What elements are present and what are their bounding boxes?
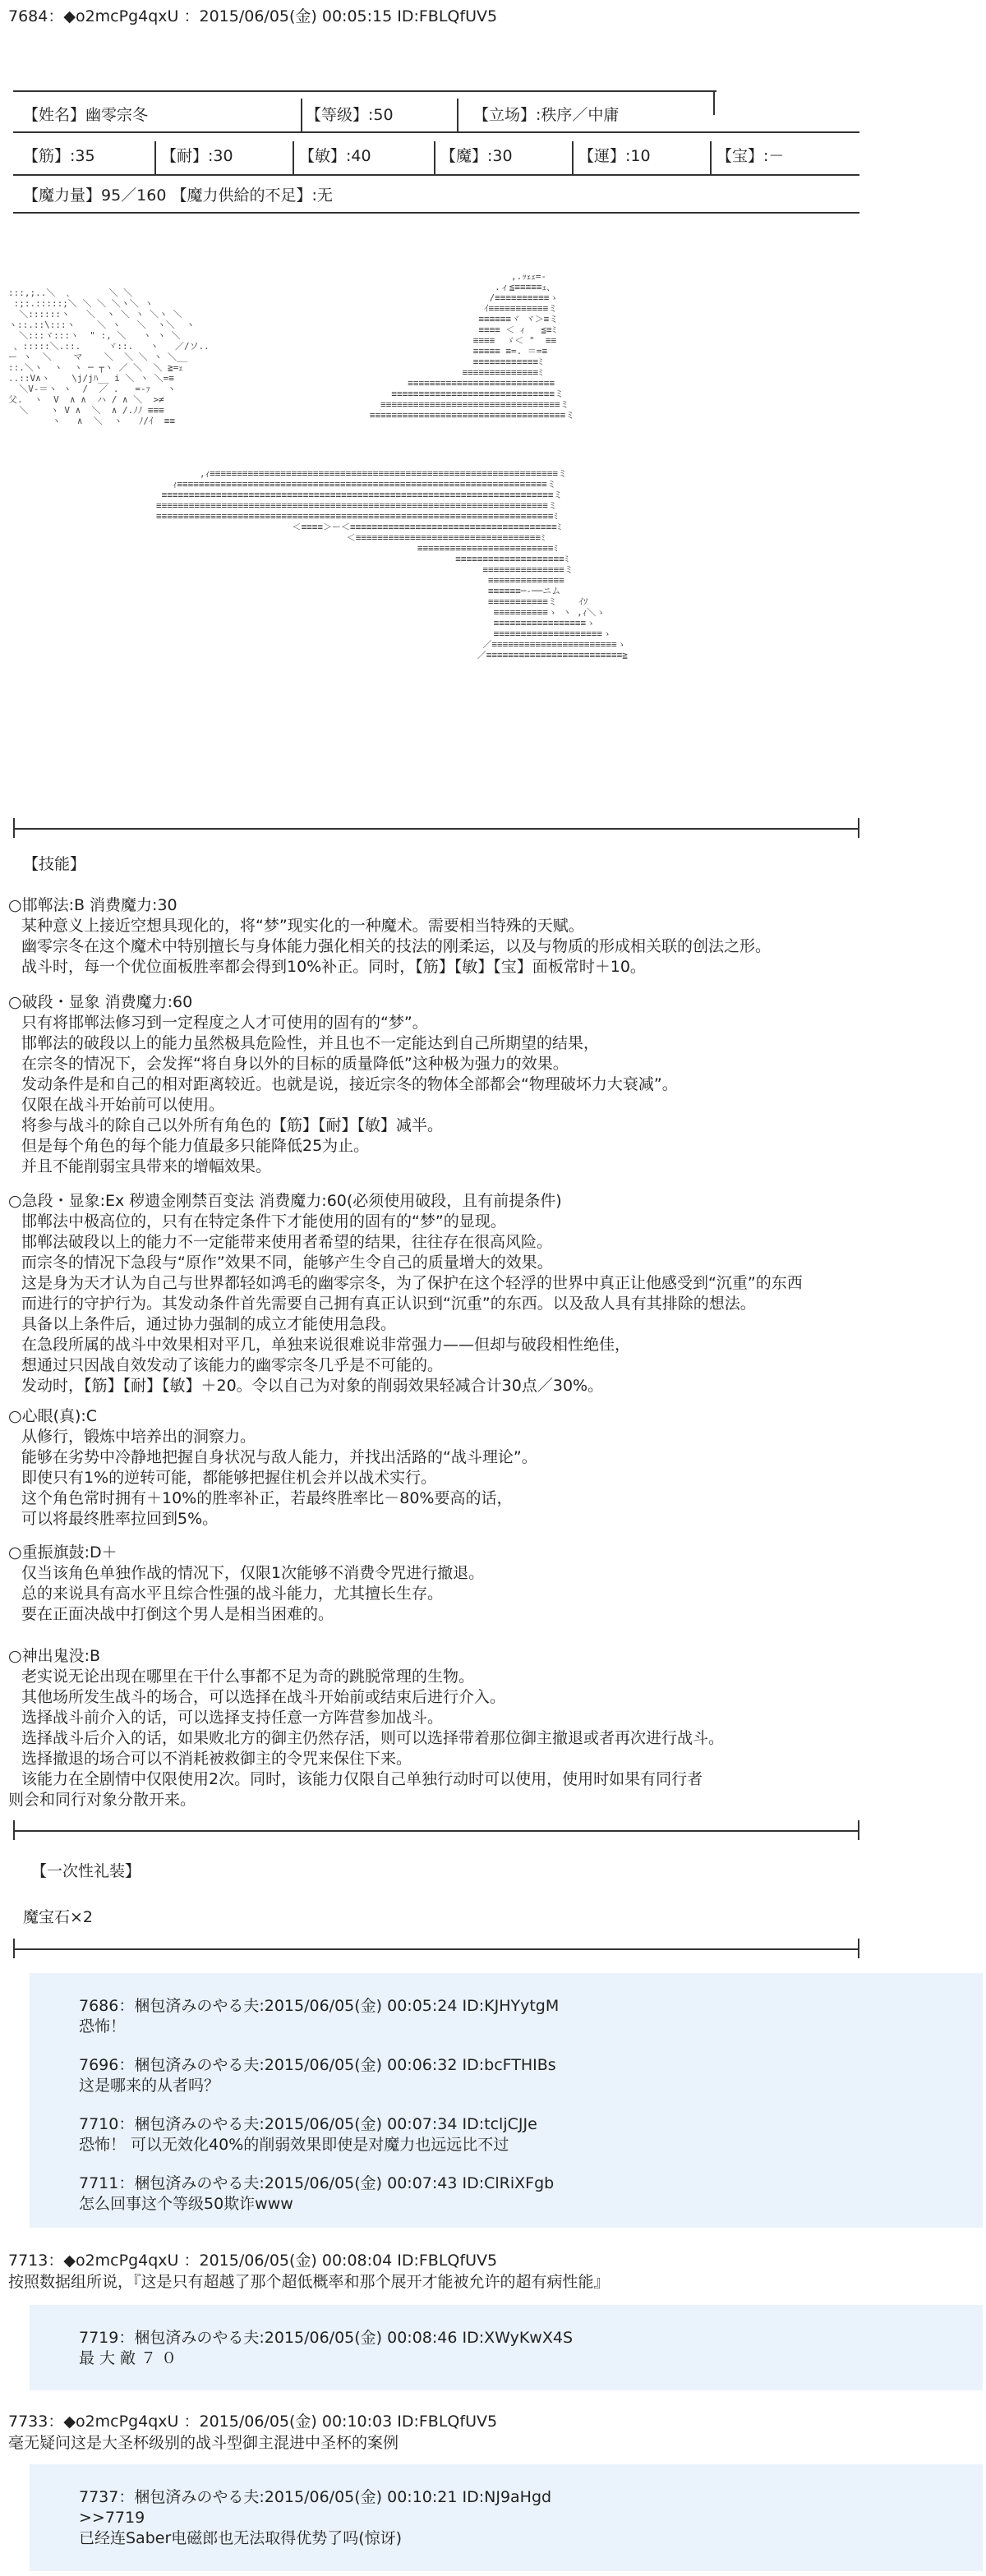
skill-text: 邯郸法的破段以上的能力虽然极具危险性，并且也不一定能达到自己所期望的结果， bbox=[21, 1034, 600, 1052]
skill-text: 总的来说具有高水平且综合性强的战斗能力，尤其擅长生存。 bbox=[21, 1585, 444, 1603]
reply-header: 7737：梱包済みのやる夫:2015/06/05(金) 00:10:21 ID:NJ9aHgd bbox=[79, 2488, 552, 2506]
stats-divider bbox=[13, 90, 716, 92]
skill-text: 发动条件是和自己的相对距离较近。也就是说，接近宗冬的物体全部都会“物理破坏力大衰减”。 bbox=[21, 1075, 678, 1093]
skill-text: 但是每个角色的每个能力值最多只能降低25为止。 bbox=[21, 1137, 370, 1155]
reply bbox=[79, 2114, 537, 2155]
skill-text: 具备以上条件后，通过协力强制的成立才能使用急段。 bbox=[21, 1315, 397, 1333]
stat-str: 【筋】:35 bbox=[23, 147, 95, 165]
skill-title: ○心眼(真):C bbox=[8, 1407, 98, 1425]
skill-text: 仅当该角色单独作战的情况下，仅限1次能够不消费令咒进行撤退。 bbox=[21, 1564, 485, 1582]
equipment-divider bbox=[858, 1939, 859, 1958]
reply-header: 7696：梱包済みのやる夫:2015/06/05(金) 00:06:32 ID:bcFTHIBs bbox=[79, 2056, 556, 2074]
stat-np: 【宝】:－ bbox=[716, 147, 785, 165]
skill-title: ○神出鬼没:B bbox=[8, 1647, 101, 1665]
reply bbox=[79, 1996, 559, 2037]
stats-divider bbox=[434, 141, 435, 174]
reply-text: 怎么回事这个等级50欺诈www bbox=[79, 2195, 293, 2213]
reply-header: 7719：梱包済みのやる夫:2015/06/05(金) 00:08:46 ID:XWyKwX4S bbox=[79, 2329, 574, 2347]
skill-text: 选择战斗前介入的话，可以选择支持任意一方阵营参加战斗。 bbox=[21, 1709, 444, 1727]
stats-divider bbox=[154, 141, 156, 174]
skill-text: 这个角色常时拥有＋10%的胜率补正，若最终胜率比－80%要高的话， bbox=[21, 1489, 513, 1507]
equipment-title: 【一次性礼装】 bbox=[31, 1862, 141, 1880]
reply bbox=[79, 2174, 554, 2215]
stat-luck: 【運】:10 bbox=[578, 147, 651, 165]
skill-text: 发动时，【筋】【耐】【敏】＋20。令以自己为对象的削弱效果轻减合计30点／30%。 bbox=[21, 1377, 604, 1395]
stats-divider bbox=[713, 90, 715, 115]
reply-text: 最 大 敵 ７ ０ bbox=[79, 2349, 177, 2367]
skill-title: ○邯郸法:B 消费魔力:30 bbox=[8, 896, 177, 914]
skill-text: 该能力在全剧情中仅限使用2次。同时，该能力仅限自己单独行动时可以使用，使用时如果有同行者 bbox=[21, 1770, 703, 1788]
skill-text: 在急段所属的战斗中效果相对平几，单独来说很难说非常强力——但却与破段相性绝佳， bbox=[21, 1336, 631, 1354]
skill-text: 想通过只因战自效发动了该能力的幽零宗冬几乎是不可能的。 bbox=[21, 1356, 444, 1374]
stat-agi: 【敏】:40 bbox=[299, 147, 371, 165]
equipment-divider bbox=[13, 1820, 15, 1840]
reply bbox=[79, 2055, 556, 2096]
equipment-divider bbox=[13, 1830, 859, 1832]
skill-text: 这是身为天才认为自己与世界都轻如鸿毛的幽零宗冬，为了保护在这个轻浮的世界中真正让他感受到“沉重”的东西 bbox=[21, 1274, 803, 1292]
ascii-art-right: ,.ｯｪｪ=- .ィ≦≡≡≡≡≡ｪ、 /≡≡≡≡≡≡≡≡≡≡ゝ ｲ≡≡≡≡≡≡≡≡≡≡≡ミ ≡≡≡≡≡≡ヾ ヾ＞≡ミ ≡≡≡≡ ＜ ｨ ≦≡ﾐ ≡≡≡≡ ゞ＜ " ≡≡ ≡≡≡≡≡ ≡=. ＝=≡ ≡≡≡≡≡≡≡≡≡≡≡≡ﾐ ≡≡≡≡≡≡≡≡≡≡≡≡≡≡ﾐ ≡≡≡≡≡≡≡≡≡≡≡≡≡≡≡≡≡≡≡≡≡≡≡≡≡≡≡ ≡≡≡≡≡≡≡≡≡≡≡≡≡≡≡≡≡≡≡≡≡≡≡≡≡≡≡≡≡≡ミ ≡≡≡≡≡≡≡≡≡≡≡≡≡≡≡≡≡≡≡≡≡≡≡≡≡≡≡≡≡≡≡≡≡ミ ≡≡≡≡≡≡≡≡≡≡≡≡≡≡≡≡≡≡≡≡≡≡≡≡≡≡≡≡≡≡≡≡≡≡≡≡ミ bbox=[369, 271, 575, 421]
stat-alignment: 【立场】:秩序／中庸 bbox=[473, 106, 620, 124]
reply-quote: >>7719 bbox=[79, 2509, 145, 2527]
skill-block bbox=[8, 992, 678, 1177]
skill-text: 在宗冬的情况下，会发挥“将自身以外的目标的质量降低”这种极为强力的效果。 bbox=[21, 1055, 569, 1073]
stat-mag: 【魔】:30 bbox=[440, 147, 513, 165]
skill-text: 战斗时，每一个优位面板胜率都会得到10%补正。同时，【筋】【敏】【宝】面板常时＋10。 bbox=[21, 958, 646, 976]
skill-text: 即使只有1%的逆转可能，都能够把握住机会并以战术实行。 bbox=[21, 1469, 437, 1487]
skill-text: 将参与战斗的除自己以外所有角色的【筋】【耐】【敏】减半。 bbox=[21, 1116, 444, 1134]
reply-header: 7710：梱包済みのやる夫:2015/06/05(金) 00:07:34 ID:tcljCJJe bbox=[79, 2115, 537, 2133]
stats-divider bbox=[301, 99, 302, 133]
reply bbox=[79, 2328, 573, 2369]
skill-title: ○急段・显象:Ex 秽遗金刚禁百变法 消费魔力:60(必须使用破段，且有前提条件) bbox=[8, 1192, 562, 1210]
stat-name: 【姓名】幽零宗冬 bbox=[23, 106, 149, 124]
reply-header: 7711：梱包済みのやる夫:2015/06/05(金) 00:07:43 ID:ClRiXFgb bbox=[79, 2174, 555, 2192]
skill-title: ○重振旗鼓:D＋ bbox=[8, 1543, 117, 1562]
reply-text: 恐怖！ 可以无效化40%的削弱效果即使是对魔力也远远比不过 bbox=[79, 2136, 509, 2154]
reply-text: 这是哪来的从者吗？ bbox=[79, 2077, 220, 2095]
post-text: 按照数据组所说，『这是只有超越了那个超低概率和那个展开才能被允许的超有病性能』 bbox=[8, 2273, 610, 2291]
skills-divider bbox=[13, 818, 15, 838]
equipment-divider bbox=[858, 1820, 859, 1840]
skill-text: 而宗冬的情况下急段与“原作”效果不同，能够产生令自己的质量增大的效果。 bbox=[21, 1254, 553, 1272]
skill-text: 从修行，锻炼中培养出的洞察力。 bbox=[21, 1428, 256, 1446]
stats-divider bbox=[13, 131, 859, 133]
post-header: 7684：◆o2mcPg4qxU ：2015/06/05(金) 00:05:15 ID:FBLQfUV5 bbox=[8, 7, 498, 25]
stat-mana: 【魔力量】95／160 【魔力供給的不足】:无 bbox=[23, 186, 333, 205]
equipment-divider bbox=[13, 1948, 859, 1950]
reply-text: 恐怖！ bbox=[79, 2017, 127, 2036]
stats-divider bbox=[572, 141, 574, 174]
skill-text: 只有将邯郸法修习到一定程度之人才可使用的固有的“梦”。 bbox=[21, 1014, 428, 1032]
reply bbox=[79, 2487, 551, 2549]
skill-text: 能够在劣势中冷静地把握自身状况与敌人能力，并找出活路的“战斗理论”。 bbox=[21, 1448, 537, 1466]
skill-block bbox=[8, 1646, 724, 1810]
reply-header: 7686：梱包済みのやる夫:2015/06/05(金) 00:05:24 ID:KJHYytgM bbox=[79, 1997, 560, 2015]
post-text: 毫无疑问这是大圣杯级别的战斗型御主混进中圣杯的案例 bbox=[8, 2434, 399, 2452]
equipment-item: 魔宝石×2 bbox=[23, 1908, 94, 1926]
stats-divider bbox=[710, 141, 712, 174]
skill-text: 邯郸法破段以上的能力不一定能带来使用者希望的结果，往往存在很高风险。 bbox=[21, 1233, 553, 1251]
skill-text: 某种意义上接近空想具现化的，将“梦”现实化的一种魔术。需要相当特殊的天赋。 bbox=[21, 917, 584, 935]
ascii-art-bottom: ,ｨ≡≡≡≡≡≡≡≡≡≡≡≡≡≡≡≡≡≡≡≡≡≡≡≡≡≡≡≡≡≡≡≡≡≡≡≡≡≡≡≡≡≡≡≡≡≡≡≡≡≡≡≡≡≡≡≡≡≡≡≡≡≡≡≡ミ ｨ≡≡≡≡≡≡≡≡≡≡≡≡≡≡≡≡≡≡≡≡≡≡≡≡≡≡≡≡≡≡≡≡≡≡≡≡≡≡≡≡≡≡≡≡≡≡≡≡≡≡≡≡≡≡≡≡≡≡≡≡≡≡≡≡≡≡≡≡ミ ≡≡≡≡≡≡≡≡≡≡≡≡≡≡≡≡≡≡≡≡≡≡≡≡≡≡≡≡≡≡≡≡≡≡≡≡≡≡≡≡≡≡≡≡≡≡≡≡≡≡≡≡≡≡≡≡≡≡≡≡≡≡≡≡≡≡≡≡≡≡≡≡ミ ≡≡≡≡≡≡≡≡≡≡≡≡≡≡≡≡≡≡≡≡≡≡≡≡≡≡≡≡≡≡≡≡≡≡≡≡≡≡≡≡≡≡≡≡≡≡≡≡≡≡≡≡≡≡≡≡≡≡≡≡≡≡≡≡≡≡≡≡≡≡≡≡ミ ≡≡≡≡≡≡≡≡≡≡≡≡≡≡≡≡≡≡≡≡≡≡≡≡≡≡≡≡≡≡≡≡≡≡≡≡≡≡≡≡≡≡≡≡≡≡≡≡≡≡≡≡≡≡≡≡≡≡≡≡≡≡≡≡≡≡≡≡≡≡≡≡≡ﾐ ＜≡≡≡≡＞ー＜≡≡≡≡≡≡≡≡≡≡≡≡≡≡≡≡≡≡≡≡≡≡≡≡≡≡≡≡≡≡≡≡≡≡≡≡≡≡ﾐ ＜≡≡≡≡≡≡≡≡≡≡≡≡≡≡≡≡≡≡≡≡≡≡≡≡≡≡≡≡≡≡≡≡≡≡ﾐ ≡≡≡≡≡≡≡≡≡≡≡≡≡≡≡≡≡≡≡≡≡≡≡≡≡ﾐ ≡≡≡≡≡≡≡≡≡≡≡≡≡≡≡≡≡≡≡≡ﾐ ≡≡≡≡≡≡≡≡≡≡≡≡≡≡≡ミ ≡≡≡≡≡≡≡≡≡≡≡≡≡≡ ≡≡≡≡≡≡─‐──ニム ≡≡≡≡≡≡≡≡≡≡≡ミ ｲｿ ≡≡≡≡≡≡≡≡≡≡ゝ ヽ ,ｨ＼ゝ ≡≡≡≡≡≡≡≡≡≡≡≡≡≡≡≡≡ゝ ≡≡≡≡≡≡≡≡≡≡≡≡≡≡≡≡≡≡≡≡ゝ ／≡≡≡≡≡≡≡≡≡≡≡≡≡≡≡≡≡≡≡≡≡≡≡ゝ ／≡≡≡≡≡≡≡≡≡≡≡≡≡≡≡≡≡≡≡≡≡≡≡≡≡≧ bbox=[156, 468, 628, 660]
skill-title: ○破段・显象 消费魔力:60 bbox=[8, 993, 193, 1011]
stat-end: 【耐】:30 bbox=[161, 147, 233, 165]
skill-text: 要在正面决战中打倒这个男人是相当困难的。 bbox=[21, 1605, 334, 1623]
equipment-divider bbox=[13, 1939, 15, 1958]
skill-text: 而进行的守护行为。其发动条件首先需要自己拥有真正认识到“沉重”的东西。以及敌人具有其排除的想法。 bbox=[21, 1295, 756, 1313]
skill-text: 仅限在战斗开始前可以使用。 bbox=[21, 1096, 225, 1114]
skill-text: 邯郸法中极高位的，只有在特定条件下才能使用的固有的“梦”的显现。 bbox=[21, 1212, 506, 1230]
skill-text: 其他场所发生战斗的场合，可以选择在战斗开始前或结束后进行介入。 bbox=[21, 1688, 506, 1706]
stats-divider bbox=[13, 174, 859, 176]
skill-block bbox=[8, 1543, 484, 1625]
skill-block bbox=[8, 1191, 803, 1396]
skill-text: 则会和同行对象分散开来。 bbox=[8, 1791, 196, 1809]
skill-text: 幽零宗冬在这个魔术中特别擅长与身体能力强化相关的技法的刚柔运，以及与物质的形成相关联的创法之形。 bbox=[21, 937, 772, 955]
skills-divider bbox=[858, 818, 859, 838]
skill-text: 并且不能削弱宝具带来的增幅效果。 bbox=[21, 1157, 272, 1175]
skill-text: 选择撤退的场合可以不消耗被救御主的令咒来保住下来。 bbox=[21, 1750, 412, 1768]
skill-text: 老实说无论出现在哪里在干什么事都不足为奇的跳脱常理的生物。 bbox=[21, 1668, 475, 1686]
skill-block bbox=[8, 895, 771, 978]
reply-text: 已经连Saber电磁郎也无法取得优势了吗(惊讶) bbox=[79, 2529, 403, 2547]
ascii-art-left: :::,;..＼ ､ ＼ ＼ :;:.:::::;＼ ＼ ＼ ＼ヽ＼ ヽ ＼::::::ヽ ＼ ヽ ＼ ヽ ＼ヽ ＼ ヽ::.::\:::ヽ ＼ ヽ ＼ ヽ＼ ヽ ＼:::ヾ:::ヽ " :, ＼ ヽ ヽ ＼ 、:::::＼.::. ヾ::. ヽ ／/ソ.. ー ヽ ＼ マ ＼ ＼ ＼ ヽ ＼__ ::.＼ヽ ヽ ヽ ─ ┬ヽ ／ ＼ ＼ ≧=ｪ ..::V∧ヽ \j/jﾊ__ i ＼ ヽ ＼=≡ ＼V‐＝ヽ ヽ / ／ . =-ｧ ヽ 父. ヽ V ∧ ∧ ハ / ∧ ＼ >≠ ＼ ヽ V ∧ ＼ ∧ /.ﾉﾉ ≡≡≡ ヽ ∧ ＼ ヽ ﾉ/ｲ ≡≡ bbox=[8, 288, 210, 426]
skill-text: 选择战斗后介入的话，如果败北方的御主仍然存活，则可以选择带着那位御主撤退或者再次进行战斗。 bbox=[21, 1729, 725, 1747]
stats-divider bbox=[13, 212, 859, 214]
stats-divider bbox=[293, 141, 294, 174]
post-header: 7713：◆o2mcPg4qxU ：2015/06/05(金) 00:08:04 ID:FBLQfUV5 bbox=[8, 2252, 498, 2270]
skill-block bbox=[8, 1406, 537, 1530]
skills-title: 【技能】 bbox=[23, 855, 86, 873]
stat-level: 【等级】:50 bbox=[306, 106, 394, 124]
skill-text: 可以将最终胜率拉回到5%。 bbox=[21, 1510, 219, 1528]
stats-divider bbox=[457, 99, 458, 133]
skills-divider bbox=[13, 828, 859, 830]
post-header: 7733：◆o2mcPg4qxU ：2015/06/05(金) 00:10:03 ID:FBLQfUV5 bbox=[8, 2413, 498, 2431]
